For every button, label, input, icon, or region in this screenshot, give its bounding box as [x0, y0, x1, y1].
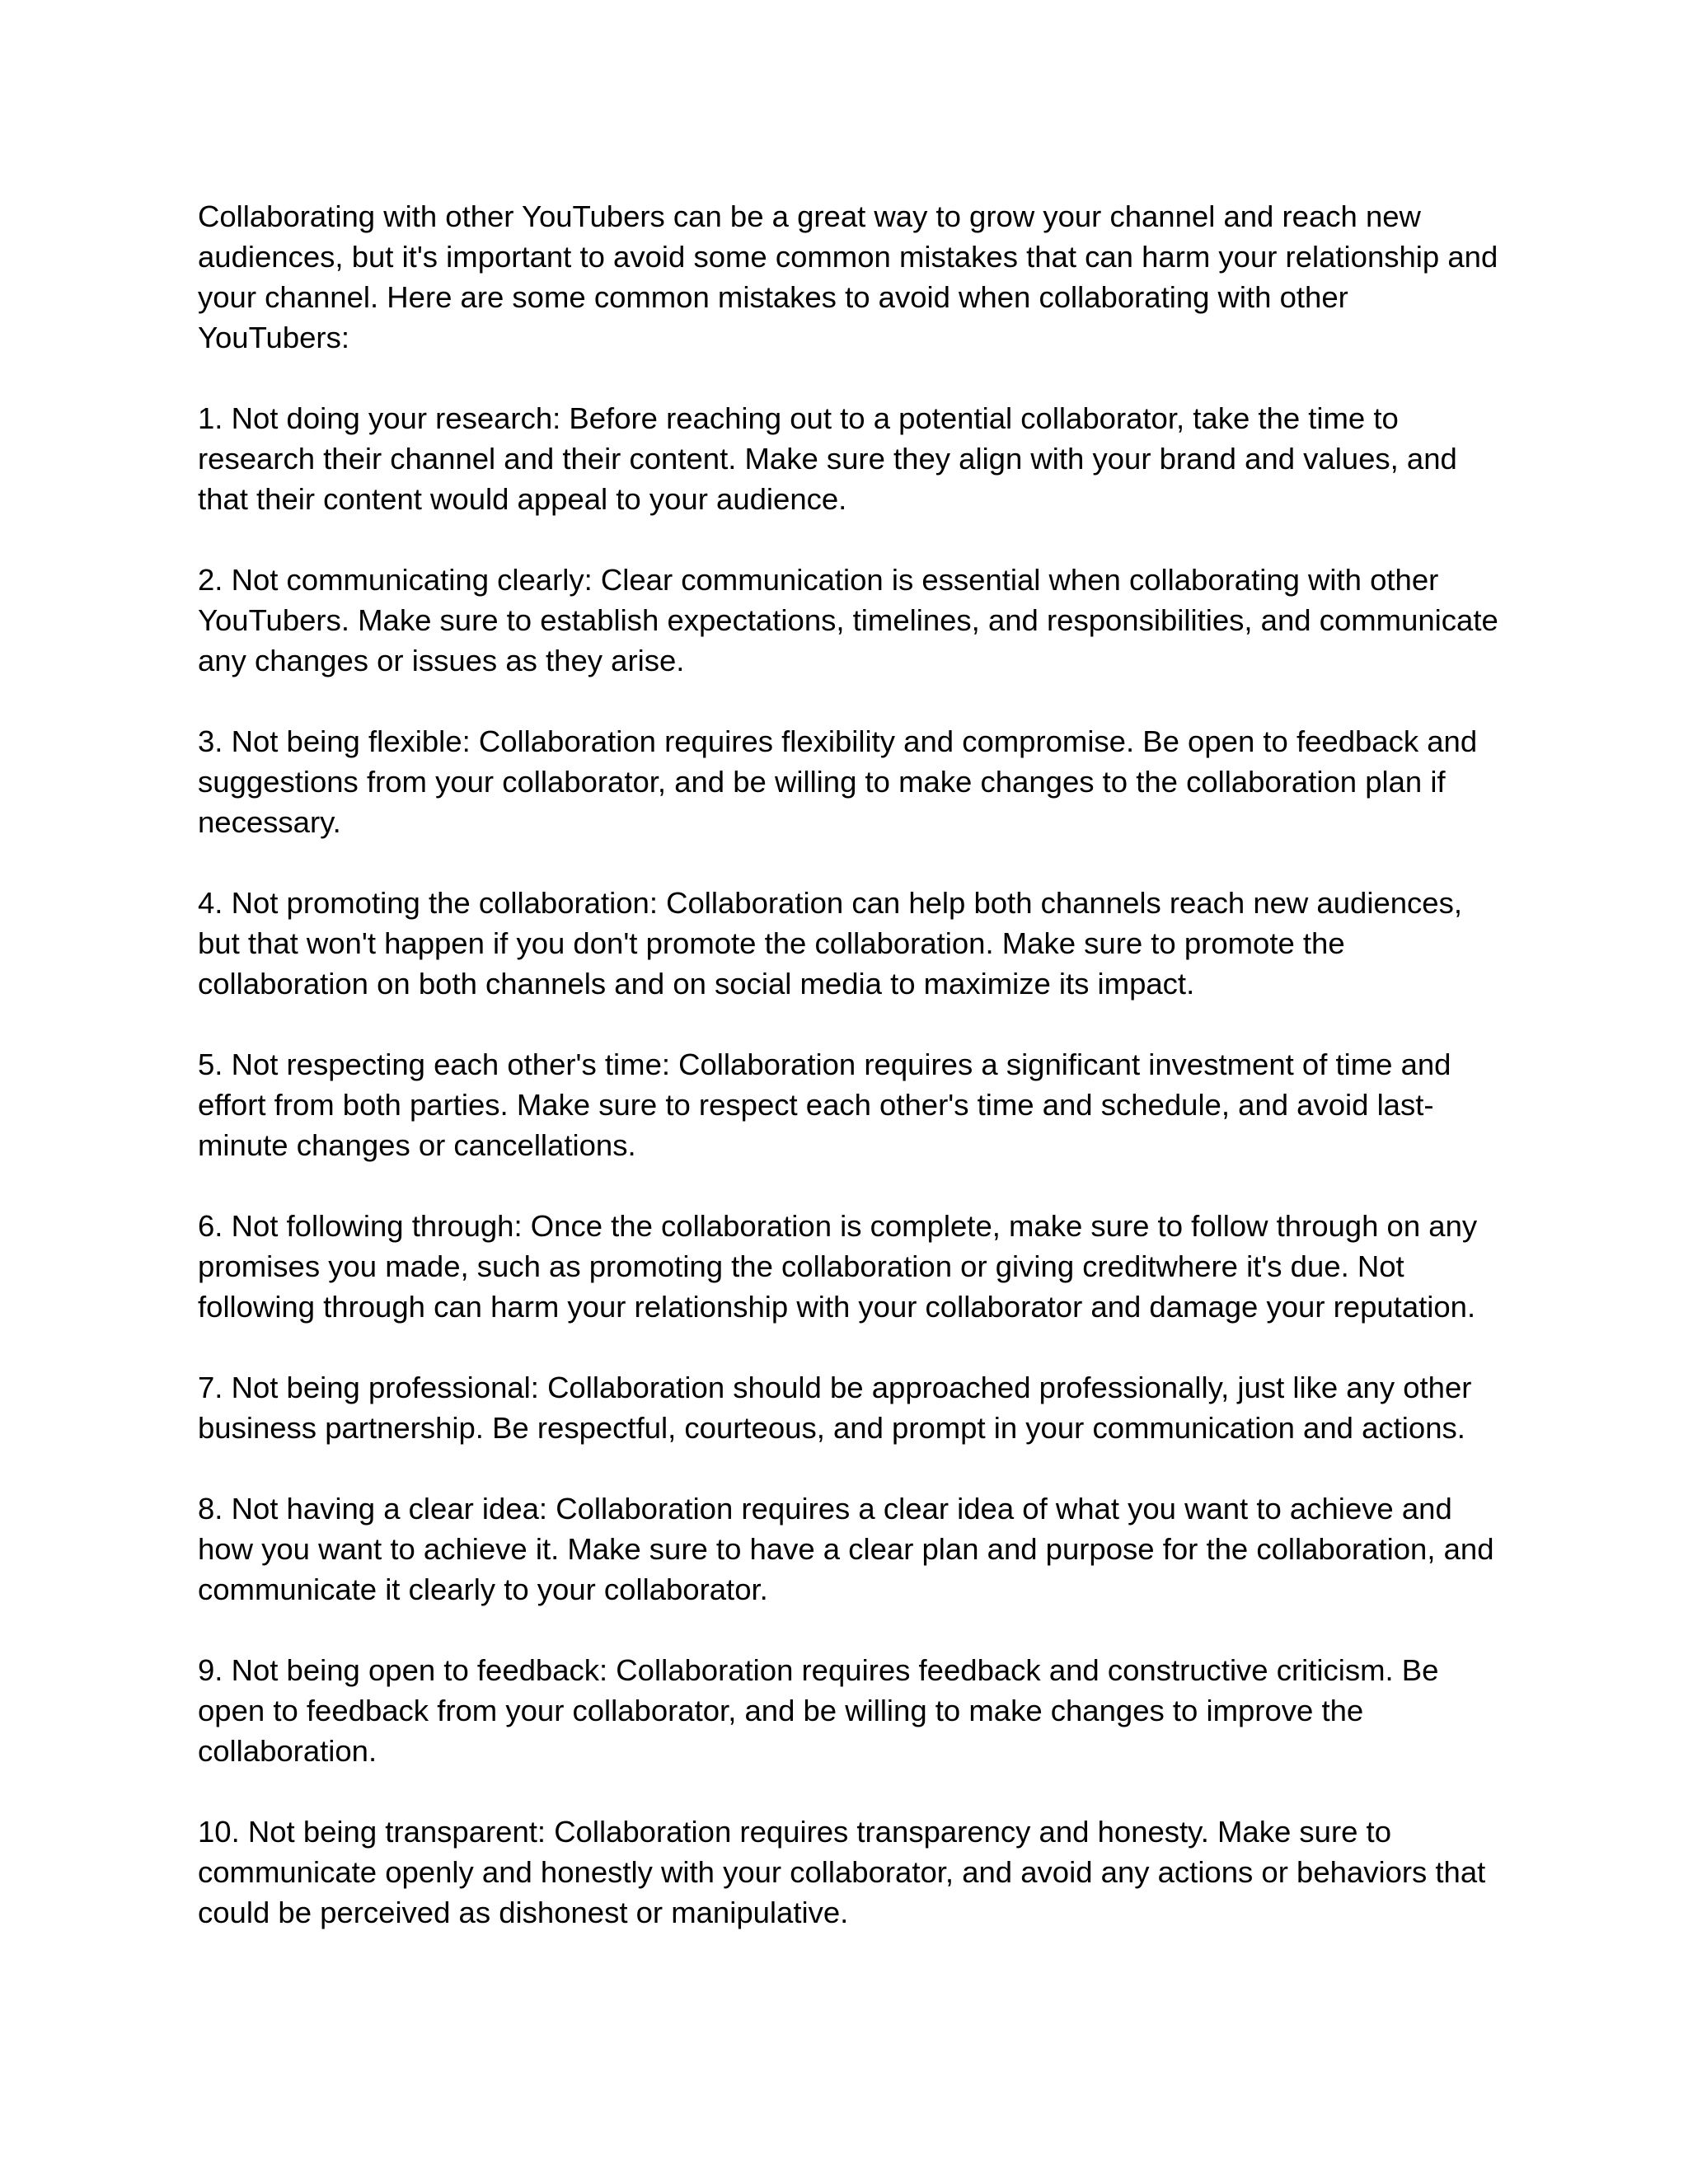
- list-item: 6. Not following through: Once the collaboration is complete, make sure to follow through on any promises you made, such as promoting the collaboration or giving creditwhere it's due. Not following through can harm your relationship with your collaborator and damage your reputation.: [198, 1209, 1478, 1324]
- list-item: 5. Not respecting each other's time: Collaboration requires a significant investment of time and effort from both parties. Make sure to respect each other's time and schedule, and avoid last-minute changes or cancellations.: [198, 1047, 1451, 1162]
- list-item: 2. Not communicating clearly: Clear communication is essential when collaborating with other YouTubers. Make sure to establish expectations, timelines, and responsibilities, and communicate any changes or issues as they arise.: [198, 563, 1498, 677]
- list-item: 3. Not being flexible: Collaboration requires flexibility and compromise. Be open to feedback and suggestions from your collaborator, and be willing to make changes to the collaboration plan if necessary.: [198, 724, 1478, 839]
- list-item: 1. Not doing your research: Before reaching out to a potential collaborator, take the time to research their channel and their content. Make sure they align with your brand and values, and that their content would appeal to your audience.: [198, 401, 1457, 516]
- intro-paragraph: Collaborating with other YouTubers can be a great way to grow your channel and reach new audiences, but it's important to avoid some common mistakes that can harm your relationship and your channel. Here are some common mistakes to avoid when collaborating with other YouTubers:: [198, 199, 1498, 354]
- list-item: 4. Not promoting the collaboration: Collaboration can help both channels reach new audiences, but that won't happen if you don't promote the collaboration. Make sure to promote the collaboration on both channels and on social media to maximize its impact.: [198, 886, 1462, 1001]
- list-item: 10. Not being transparent: Collaboration requires transparency and honesty. Make sure to communicate openly and honestly with your collaborator, and avoid any actions or behaviors that could be perceived as dishonest or manipulative.: [198, 1815, 1486, 1929]
- list-item: 8. Not having a clear idea: Collaboration requires a clear idea of what you want to achieve and how you want to achieve it. Make sure to have a clear plan and purpose for the collaboration, and communicate it clearly to your collaborator.: [198, 1492, 1494, 1606]
- list-item: 7. Not being professional: Collaboration should be approached professionally, just like any other business partnership. Be respectful, courteous, and prompt in your communication and actions.: [198, 1371, 1472, 1445]
- list-item: 9. Not being open to feedback: Collaboration requires feedback and constructive criticism. Be open to feedback from your collaborator, and be willing to make changes to improve the collaboration.: [198, 1653, 1439, 1768]
- document-body: [198, 196, 1500, 1933]
